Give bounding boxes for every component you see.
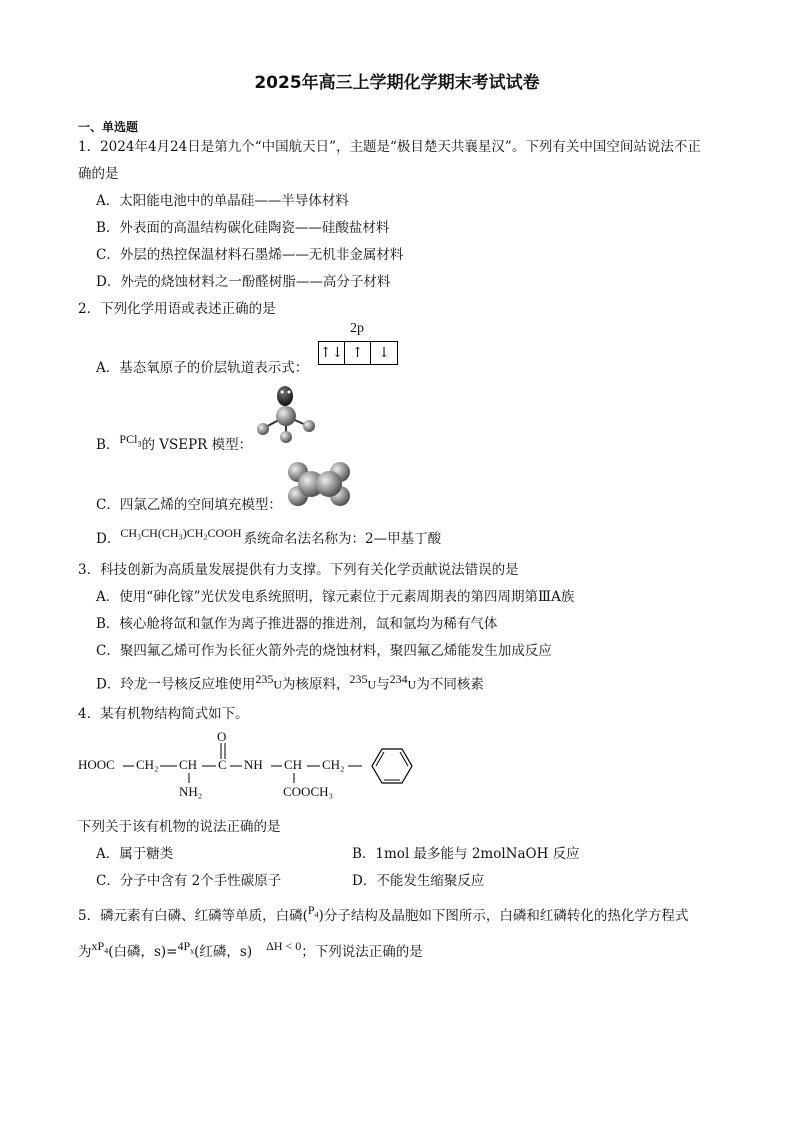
carbonyl-oxygen: O (217, 729, 227, 744)
q5-text4: (白磷，s)= (108, 944, 178, 960)
nh-group: NH (244, 757, 263, 772)
q1-stem-line1: 1．2024年4月24日是第九个“中国航天日”，主题是“极目楚天共襄星汉”。下列有关中国空间站说法不正 (78, 139, 701, 155)
q4-option-a: A．属于糖类 (96, 846, 174, 862)
hooc-group: HOOC (78, 757, 115, 772)
u-symbol-1: U (273, 677, 282, 692)
q2-d-formula: CH₃CH(CH₃)CH₂COOH (120, 526, 242, 540)
section-heading: 一、单选题 (78, 120, 139, 134)
q5-text5: (红磷，s) (194, 944, 253, 960)
q3-d-text1: D．玲龙一号核反应堆使用 (96, 676, 256, 693)
p4-formula (307, 903, 319, 920)
orbital-box-2: ↑ (345, 342, 371, 364)
pcl3-sub: 3 (137, 439, 142, 449)
xp4-formula (91, 939, 109, 956)
q5-stem-line2 (78, 940, 423, 961)
page-title: 2025年高三上学期化学期末考试试卷 (254, 73, 540, 93)
q2-stem: 2．下列化学用语或表述正确的是 (78, 301, 276, 317)
p4-p: P (307, 903, 315, 917)
tetrachloroethylene-space-filling-model (284, 460, 356, 508)
carbonyl-carbon: C (218, 757, 227, 772)
ch-group-2: CH (284, 757, 303, 772)
q5-stem-line1 (78, 904, 688, 925)
q2-d-suffix: 系统命名法名称为：2—甲基丁酸 (243, 531, 442, 547)
q1-option-a: A．太阳能电池中的单晶硅——半导体材料 (96, 193, 349, 209)
q3-stem: 3．科技创新为高质量发展提供有力支撑。下列有关化学贡献说法错误的是 (78, 562, 519, 578)
q3-option-c: C．聚四氟乙烯可作为长征火箭外壳的烧蚀材料，聚四氟乙烯能发生加成反应 (96, 643, 552, 659)
q2-option-b (96, 433, 252, 454)
q2-b-suffix: 的 VSEPR 模型： (141, 437, 253, 453)
4px-sub: x (190, 946, 195, 956)
q5-text3: 为 (78, 944, 92, 960)
q3-option-a: A．使用“砷化镓”光伏发电系统照明，镓元素位于元素周期表的第四周期第ⅢA族 (96, 589, 575, 605)
ch2-group-1: CH₂ (136, 757, 159, 772)
q1-stem-line2: 确的是 (78, 166, 119, 182)
pcl3-text: PCl (119, 432, 138, 446)
u235-mass-2: 235 (349, 672, 368, 686)
ch-group-1: CH (179, 757, 198, 772)
u-symbol-3: U (407, 677, 417, 692)
q3-d-text3: 与 (376, 676, 390, 693)
q4-stem: 4．某有机物结构简式如下。 (78, 706, 249, 722)
enthalpy-change: ΔH < 0 (266, 939, 302, 953)
structural-formula (76, 730, 416, 802)
q1-option-c: C．外层的热控保温材料石墨烯——无机非金属材料 (96, 247, 404, 263)
nh2-group: NH₂ (179, 784, 203, 799)
p4-sub: 4 (314, 910, 319, 920)
q5-text6: ；下列说法正确的是 (301, 944, 423, 960)
q2-b-prefix: B． (96, 437, 120, 453)
q4-option-d: D．不能发生缩聚反应 (352, 873, 485, 889)
orbital-diagram (318, 341, 398, 365)
ch2-group-2: CH₂ (322, 757, 345, 772)
q3-d-text4: 为不同核素 (416, 676, 484, 693)
xp4-sub: 4 (104, 946, 109, 956)
q1-option-d: D．外壳的烧蚀材料之一酚醛树脂——高分子材料 (96, 274, 391, 290)
orbital-box-3: ↓ (378, 345, 390, 361)
q3-option-d (96, 672, 484, 693)
q4-option-b: B．1mol 最多能与 2molNaOH 反应 (352, 846, 580, 862)
q3-option-b: B．核心舱将氙和氩作为离子推进器的推进剂，氙和氩均为稀有气体 (96, 616, 498, 632)
q4-prompt: 下列关于该有机物的说法正确的是 (78, 819, 281, 835)
q2-d-prefix: D． (96, 531, 121, 547)
pcl3-vsepr-model (252, 380, 322, 446)
xp4-x: x (91, 939, 98, 953)
pcl3-formula (119, 432, 142, 449)
q4-option-c: C．分子中含有 2个手性碳原子 (96, 873, 282, 889)
q5-text2: )分子结构及晶胞如下图所示，白磷和红磷转化的热化学方程式 (318, 908, 689, 924)
orbital-label: 2p (350, 321, 364, 336)
u-symbol-2: U (367, 677, 377, 692)
q1-option-b: B．外表面的高温结构碳化硅陶瓷——硅酸盐材料 (96, 220, 390, 236)
q2-option-d (96, 527, 441, 547)
q2-option-c: C．四氯乙烯的空间填充模型： (96, 497, 282, 513)
orbital-box-1: ↑↓ (319, 342, 345, 364)
4px-4: 4 (177, 939, 184, 953)
u234-mass: 234 (389, 672, 408, 686)
q5-text1: 5．磷元素有白磷、红磷等单质，白磷( (78, 908, 308, 924)
q3-d-text2: 为核原料， (282, 676, 350, 693)
4px-formula (177, 939, 195, 956)
u235-mass: 235 (255, 672, 274, 686)
cooch3-group: COOCH₃ (283, 784, 334, 799)
q2-option-a: A．基态氧原子的价层轨道表示式： (96, 360, 309, 376)
xp4-p: P (97, 939, 105, 953)
4px-p: P (183, 939, 191, 953)
